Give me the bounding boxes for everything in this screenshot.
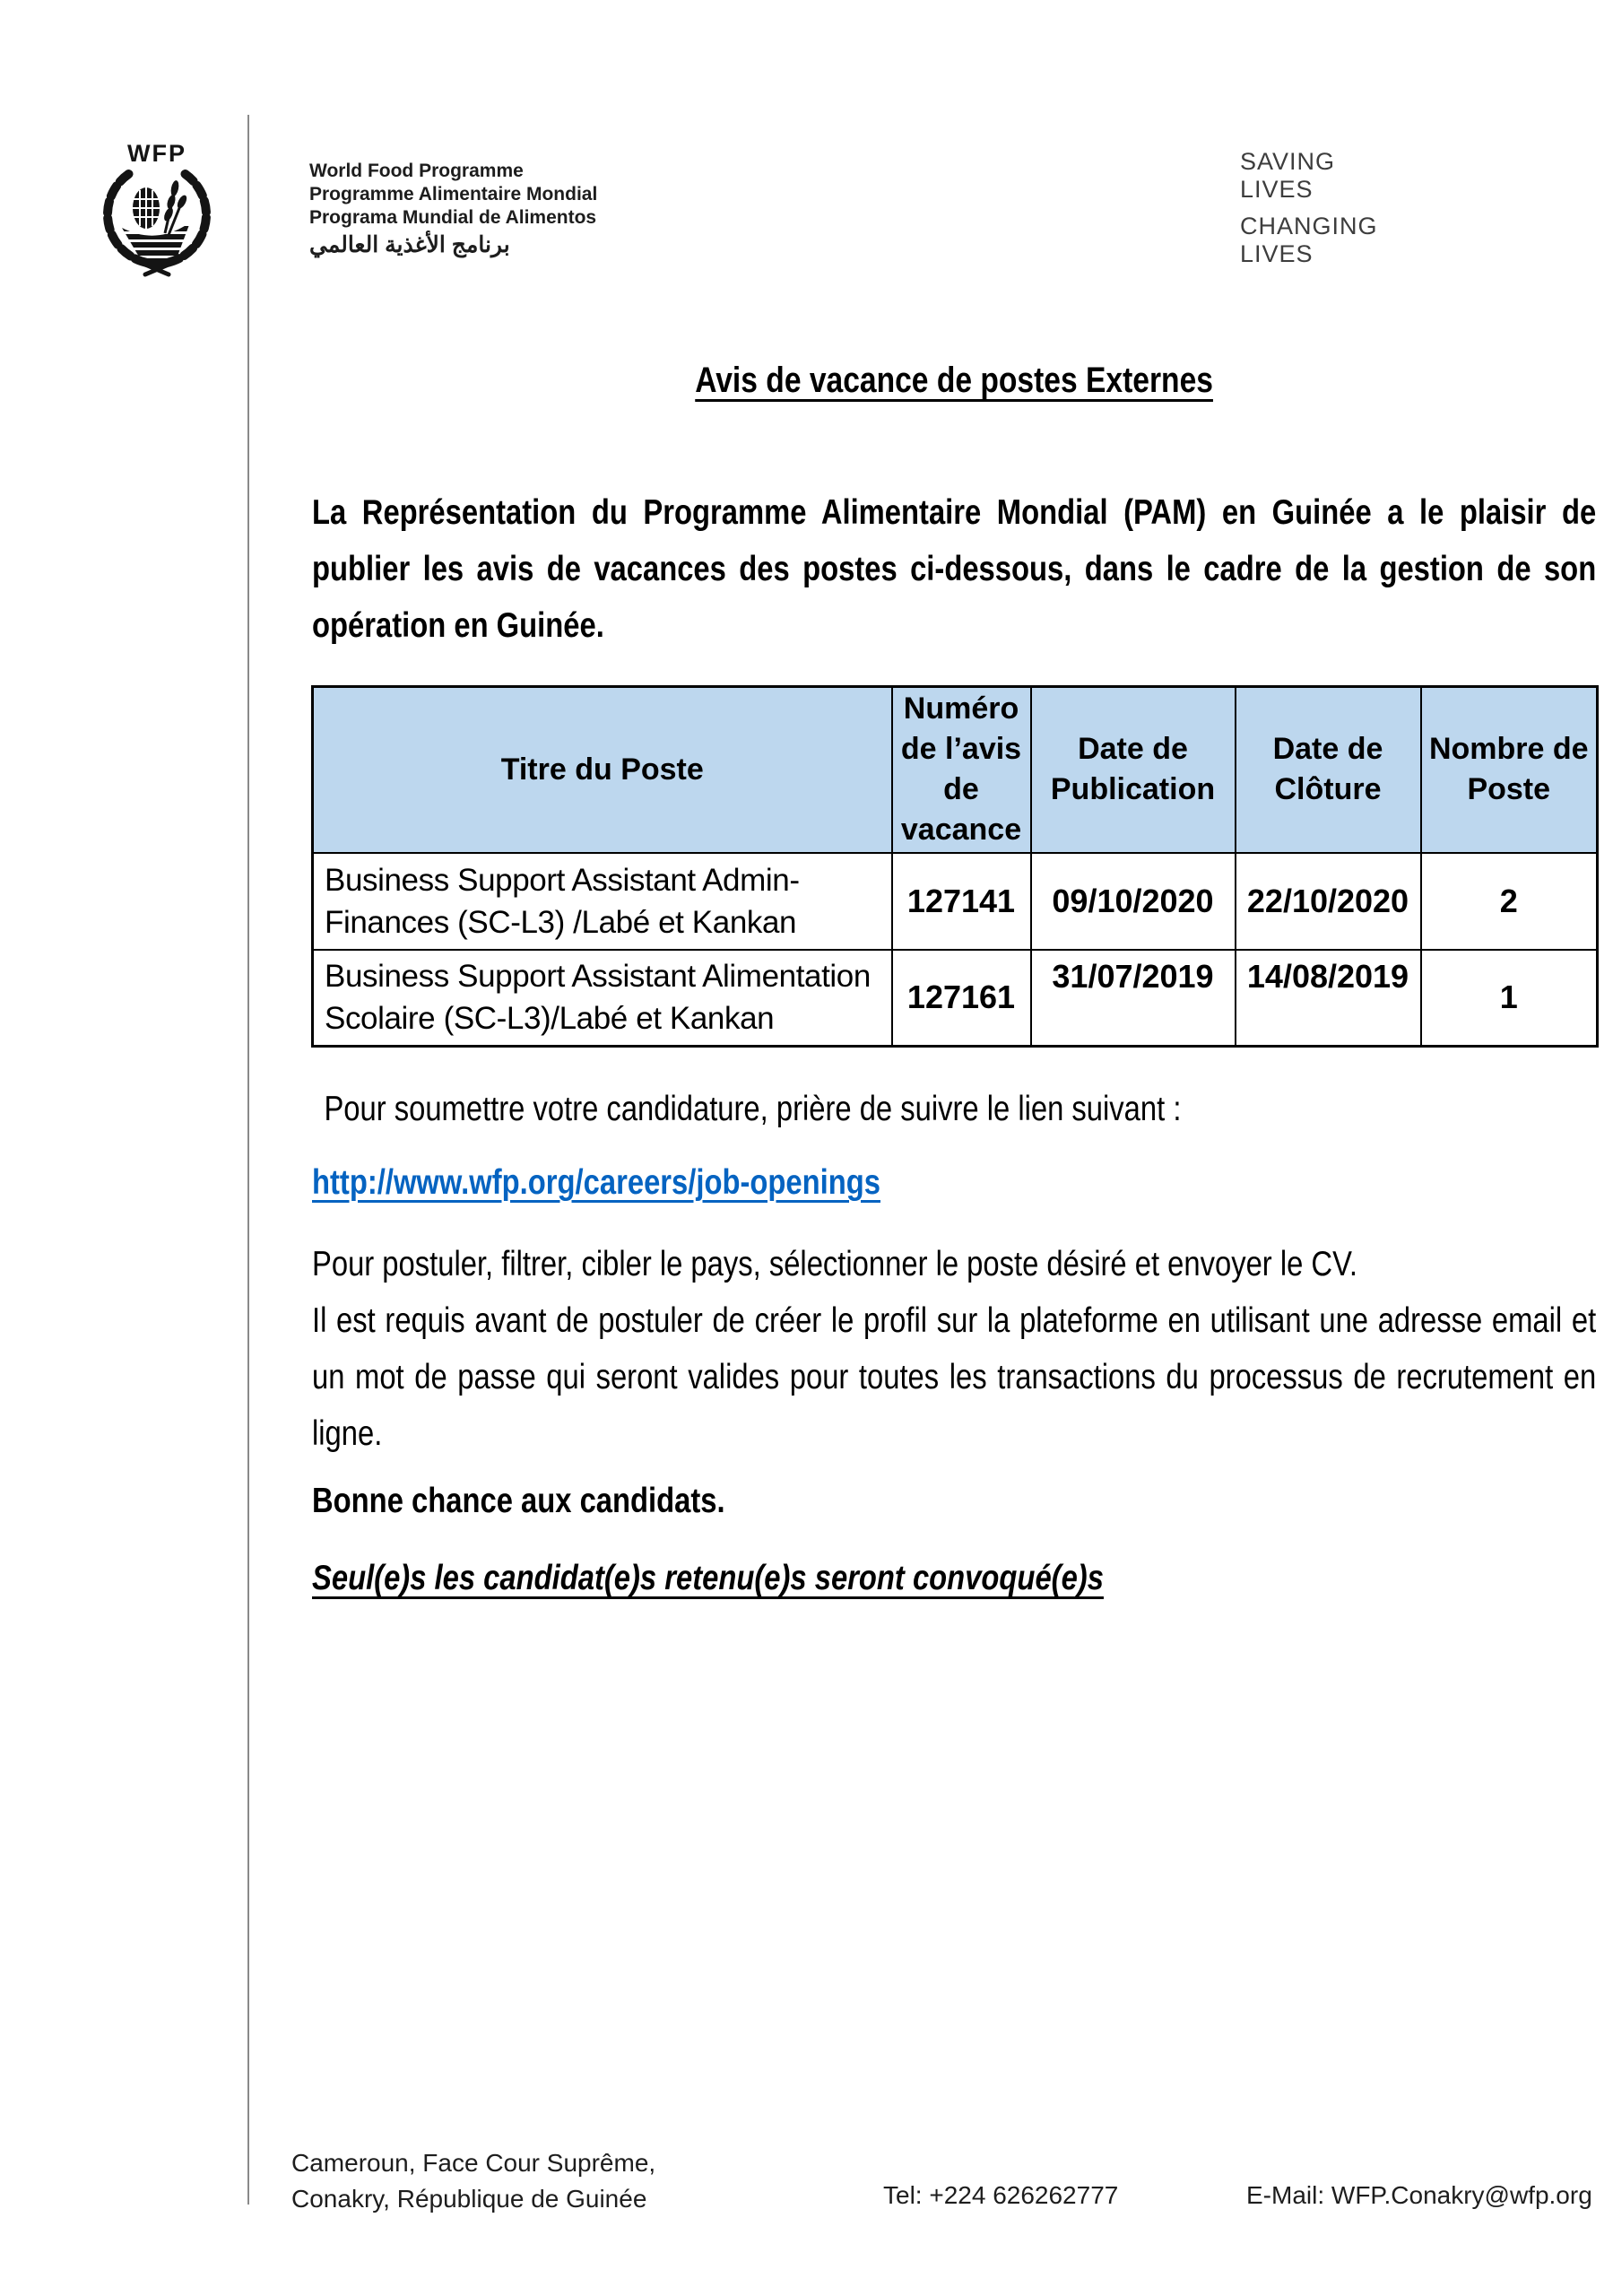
- col-header-nombre: Nombre de Poste: [1421, 687, 1598, 853]
- table-row: [313, 853, 1598, 950]
- col-header-numero: Numéro de l’avis de vacance: [892, 687, 1031, 853]
- footer-address: [291, 2145, 655, 2217]
- footer-email: E-Mail: WFP.Conakry@wfp.org: [1246, 2181, 1592, 2209]
- org-name-es: Programa Mundial de Alimentos: [309, 207, 597, 228]
- tagline: [1240, 148, 1378, 277]
- table-header-row: [313, 687, 1598, 853]
- tagline-lives-1: LIVES: [1240, 176, 1314, 203]
- tagline-saving: SAVING: [1240, 148, 1336, 175]
- vacancy-numero: 127161: [892, 950, 1031, 1047]
- vacancy-title: Business Support Assistant Alimentation Scolaire (SC-L3)/Labé et Kankan: [313, 950, 892, 1047]
- org-names: [309, 160, 597, 258]
- apply-line-1: Pour postuler, filtrer, cibler le pays, sélectionner le poste désiré et envoyer le CV.: [312, 1245, 1358, 1283]
- tagline-changing: CHANGING: [1240, 213, 1378, 239]
- table-row: [313, 950, 1598, 1047]
- col-header-publication: Date de Publication: [1031, 687, 1236, 853]
- vacancies-table: [311, 685, 1599, 1048]
- apply-line-rest: Il est requis avant de postuler de créer le profil sur la plateforme en utilisant une adresse email et un mot de passe qui seront valides pour toutes les transactions du processus de recrutement en ligne.: [312, 1301, 1597, 1453]
- notice-line: Seul(e)s les candidat(e)s retenu(e)s seront convoqué(e)s: [312, 1559, 1104, 1597]
- wfp-logo: [90, 133, 224, 285]
- page-title: Avis de vacance de postes Externes: [695, 361, 1213, 400]
- footer-phone: Tel: +224 626262777: [883, 2181, 1119, 2209]
- vacancy-title: Business Support Assistant Admin-Finances (SC-L3) /Labé et Kankan: [313, 853, 892, 950]
- vacancy-cloture: 22/10/2020: [1236, 853, 1421, 950]
- header-vertical-divider: [247, 115, 249, 2205]
- wfp-emblem-icon: [90, 133, 224, 285]
- footer-address-line2: Conakry, République de Guinée: [291, 2185, 647, 2213]
- org-name-ar: برنامج الأغذية العالمي: [309, 232, 510, 257]
- vacancy-cloture: 14/08/2019: [1236, 950, 1421, 1047]
- intro-paragraph: La Représentation du Programme Alimentaire Mondial (PAM) en Guinée a le plaisir de publier les avis de vacances des postes ci-dessous, dans le cadre de la gestion de son opération en Guinée.: [312, 493, 1597, 645]
- org-name-en: World Food Programme: [309, 161, 524, 181]
- tagline-lives-2: LIVES: [1240, 240, 1314, 267]
- org-name-fr: Programme Alimentaire Mondial: [309, 184, 598, 204]
- col-header-cloture: Date de Clôture: [1236, 687, 1421, 853]
- vacancy-nombre: 1: [1421, 950, 1598, 1047]
- apply-paragraph: [312, 1236, 1596, 1462]
- vacancy-nombre: 2: [1421, 853, 1598, 950]
- col-header-titre: Titre du Poste: [313, 687, 892, 853]
- careers-link[interactable]: http://www.wfp.org/careers/job-openings: [312, 1163, 880, 1202]
- submit-instruction: Pour soumettre votre candidature, prière de suivre le lien suivant :: [324, 1090, 1182, 1128]
- footer-address-line1: Cameroun, Face Cour Suprême,: [291, 2149, 656, 2177]
- vacancy-publication: 09/10/2020: [1031, 853, 1236, 950]
- vacancy-publication: 31/07/2019: [1031, 950, 1236, 1047]
- wfp-logo-acronym: WFP: [127, 140, 186, 167]
- good-luck-line: Bonne chance aux candidats.: [312, 1482, 725, 1520]
- careers-link-line: [312, 1163, 1596, 1203]
- vacancy-numero: 127141: [892, 853, 1031, 950]
